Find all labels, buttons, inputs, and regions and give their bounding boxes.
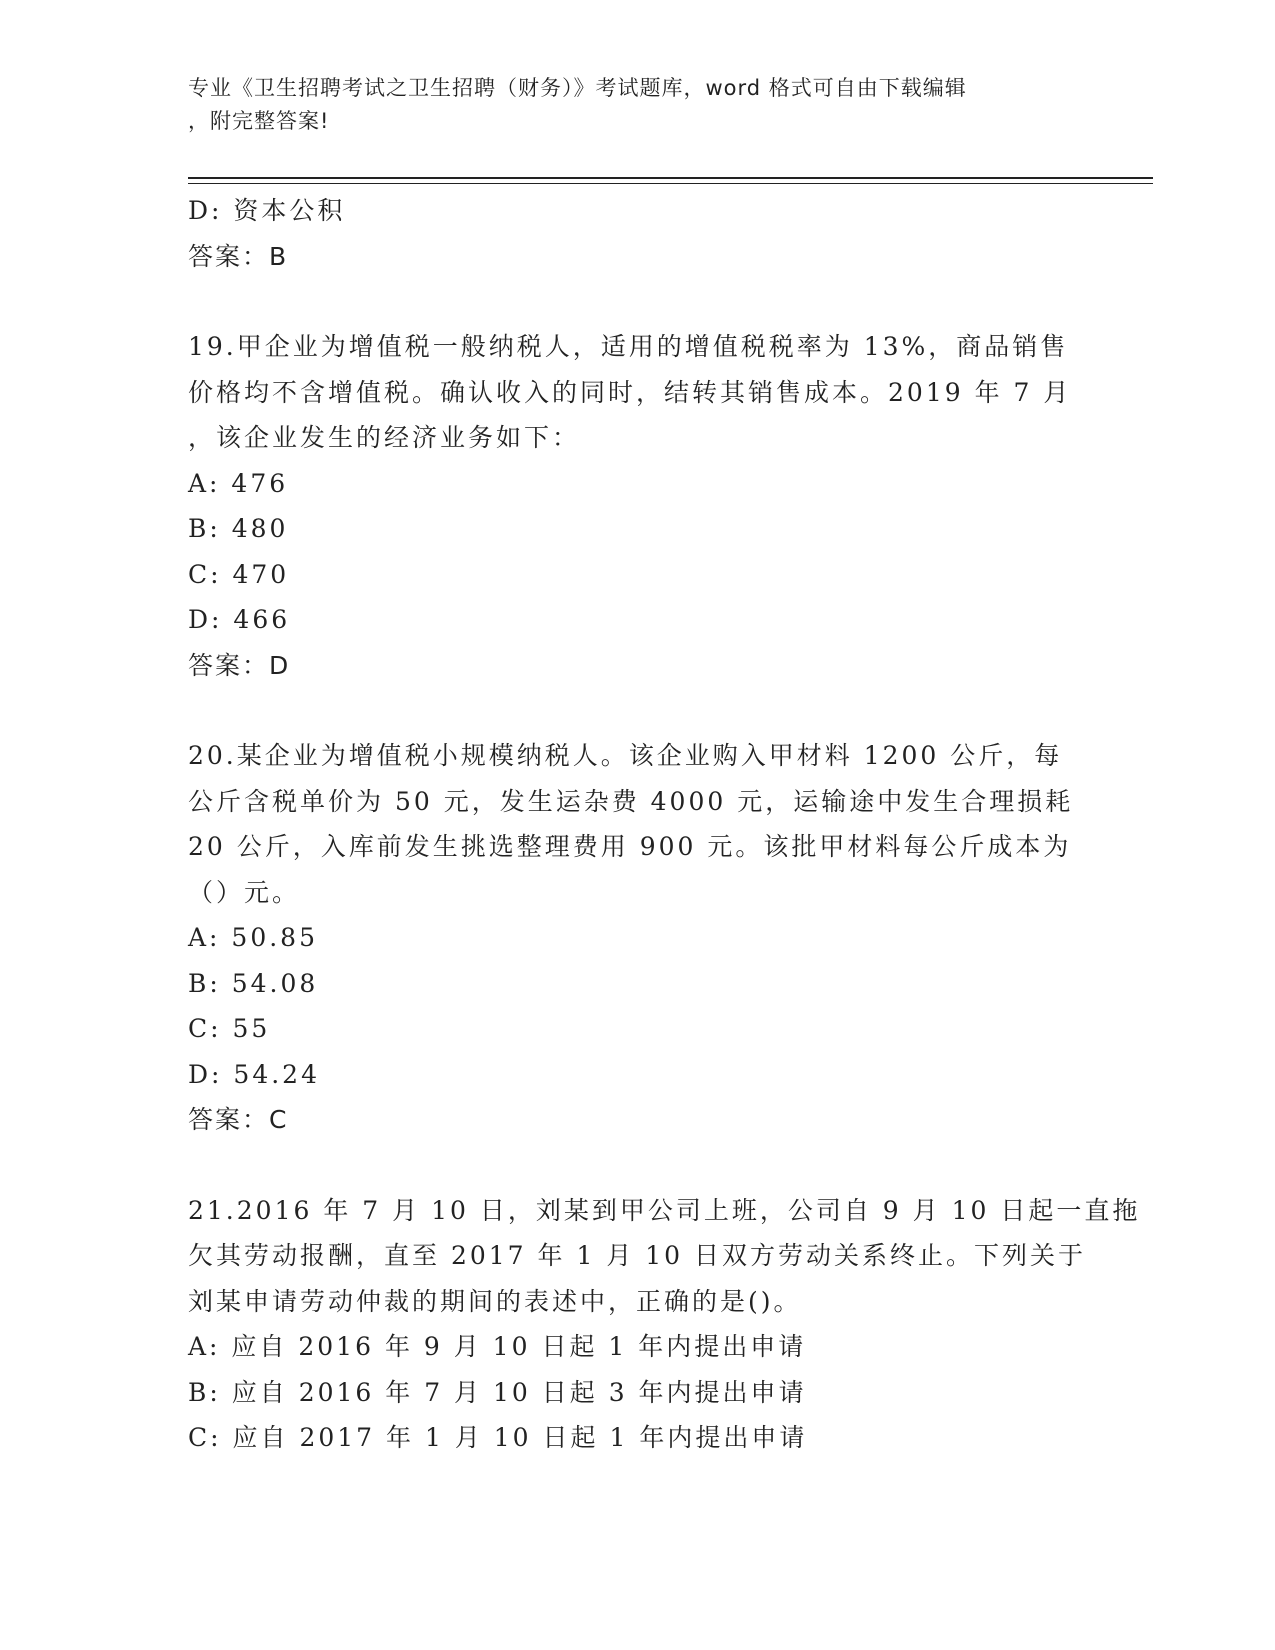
question-text-line: 21.2016 年 7 月 10 日，刘某到甲公司上班，公司自 9 月 10 日起一直拖 (188, 1195, 1141, 1225)
question-text-line: 19.甲企业为增值税一般纳税人，适用的增值税税率为 13%，商品销售 (188, 332, 1069, 361)
question-text-line: 20 公斤，入库前发生挑选整理费用 900 元。该批甲材料每公斤成本为 (188, 832, 1072, 861)
option-a: A: 476 (188, 468, 289, 498)
spacer (188, 279, 1088, 324)
document-body (188, 188, 1141, 1461)
header-line-1: 专业《卫生招聘考试之卫生招聘（财务）》考试题库，word 格式可自由下载编辑 (188, 76, 967, 100)
question-text-line: 价格均不含增值税。确认收入的同时，结转其销售成本。2019 年 7 月 (188, 377, 1072, 407)
question-19 (188, 324, 1088, 688)
option-b: B: 应自 2016 年 7 月 10 日起 3 年内提出申请 (188, 1377, 807, 1407)
header-line-2: ，附完整答案! (188, 109, 330, 133)
question-20 (188, 733, 1088, 1143)
option-d: D: 54.24 (188, 1059, 320, 1089)
option-b: B: 54.08 (188, 968, 319, 998)
option-c: C: 55 (188, 1014, 271, 1043)
question-text-line: （）元。 (188, 877, 301, 907)
answer: 答案：B (188, 241, 289, 271)
spacer (188, 1143, 1088, 1188)
question-text-line: ，该企业发生的经济业务如下： (188, 423, 581, 452)
answer: 答案：D (188, 650, 291, 680)
question-text-line: 刘某申请劳动仲裁的期间的表述中，正确的是()。 (188, 1286, 802, 1316)
option-d: D: 466 (188, 605, 291, 634)
option-a: A: 50.85 (188, 923, 318, 952)
header-rule-thick (188, 177, 1153, 179)
option-c: C: 470 (188, 559, 290, 589)
option-c: C: 应自 2017 年 1 月 10 日起 1 年内提出申请 (188, 1423, 808, 1452)
header-rule-thin (188, 183, 1153, 184)
question-text-line: 公斤含税单价为 50 元，发生运杂费 4000 元，运输途中发生合理损耗 (188, 786, 1074, 816)
option-d: D: 资本公积 (188, 196, 346, 225)
spacer (188, 688, 1088, 733)
option-b: B: 480 (188, 514, 289, 543)
document-header (188, 72, 1068, 138)
option-a: A: 应自 2016 年 9 月 10 日起 1 年内提出申请 (188, 1332, 807, 1361)
question-21 (188, 1188, 1141, 1461)
answer: 答案：C (188, 1105, 289, 1134)
question-text-line: 20.某企业为增值税小规模纳税人。该企业购入甲材料 1200 公斤，每 (188, 741, 1063, 770)
question-text-line: 欠其劳动报酬，直至 2017 年 1 月 10 日双方劳动关系终止。下列关于 (188, 1241, 1087, 1270)
previous-question-tail (188, 188, 1088, 279)
